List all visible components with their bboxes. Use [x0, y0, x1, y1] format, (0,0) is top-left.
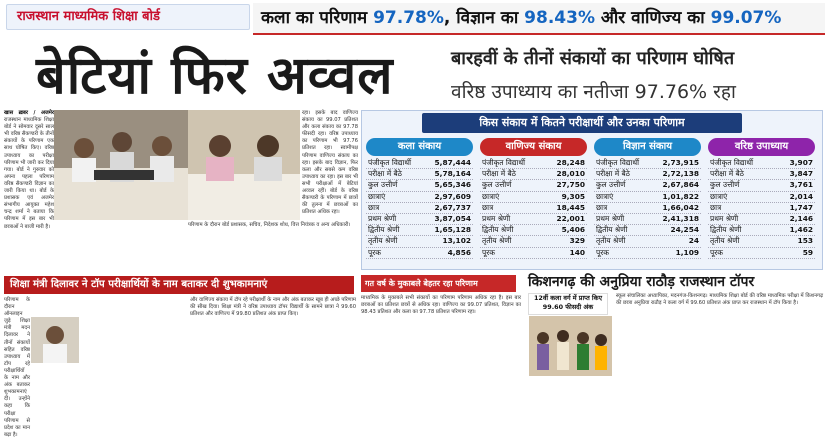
stream-row [708, 203, 815, 214]
stream-header: कला संकाय [366, 138, 473, 156]
stream-row-label: पूरक [596, 247, 609, 257]
banner-sep1: , विज्ञान का [443, 8, 519, 28]
stream-row-value: 5,87,444 [434, 158, 471, 167]
subheadline-2: वरिष्ठ उपाध्याय का नतीजा 97.76% रहा [451, 81, 736, 103]
stream-row-label: पंजीकृत विद्यार्थी [482, 158, 526, 167]
better-result-body [361, 295, 521, 413]
stream-row [594, 225, 701, 236]
banner-commerce-pct: 99.07% [710, 8, 782, 28]
topper-family-photo [529, 316, 612, 376]
dateline: खास ख़बर / अजमेर [4, 110, 54, 116]
stream-row-label: द्वितीय श्रेणी [710, 225, 742, 235]
stream-row-value: 1,747 [789, 202, 813, 212]
stream-row [366, 225, 473, 236]
stream-row [594, 192, 701, 203]
stream-row-value: 1,462 [789, 225, 813, 235]
stream-header: विज्ञान संकाय [594, 138, 701, 156]
stream-row-value: 140 [569, 247, 585, 257]
stream-row-label: परीक्षा में बैठे [710, 169, 744, 179]
stream-row-value: 2,014 [789, 191, 813, 201]
stream-row-label: छात्राएं [368, 191, 386, 201]
stream-row-value: 1,01,822 [662, 191, 699, 201]
stream-row-value: 5,65,346 [434, 180, 471, 190]
stream-row-value: 24 [688, 236, 699, 246]
results-table-panel [361, 110, 823, 270]
stream-row-value: 24,254 [670, 225, 699, 235]
stream-row-value: 3,847 [789, 169, 813, 179]
banner-science-pct: 98.43% [524, 8, 595, 28]
stream-row-label: छात्राएं [596, 191, 614, 201]
caption-text: परिणाम के दौरान बोर्ड प्रशासक, सचिव, निदेशक शोध, वित्त नियंत्रक व अन्य अधिकारी। [188, 222, 351, 228]
banner-arts-label: कला का परिणाम [261, 8, 368, 28]
stream-row [708, 169, 815, 180]
topper-story-text: स्कूल संचालिका अध्यापिका, मदनगंज-किशनगढ़। माध्यमिक शिक्षा बोर्ड की वरिष्ठ माध्यमिक परीक्षा में किशनगढ़ की छात्रा अनुप्रिया राठौड़ ने कला वर्ग में 99.60 प्रतिशत अंक प्राप्त कर राजस्थान में टॉप किया है। [616, 293, 823, 307]
stream-row-label: छात्र [482, 202, 494, 212]
stream-row [480, 169, 587, 180]
stream-row [480, 158, 587, 169]
stream-row-label: कुल उत्तीर्ण [482, 180, 512, 190]
stream-row-value: 4,856 [447, 247, 471, 257]
stream-row-label: पंजीकृत विद्यार्थी [368, 158, 412, 167]
main-story-col1 [4, 110, 54, 270]
stream-row [366, 169, 473, 180]
minister-story-headline: शिक्षा मंत्री दिलावर ने टॉप परीक्षार्थियों के नाम बताकर दी शुभकामनाएं [4, 276, 354, 294]
stream-row-value: 18,445 [556, 202, 585, 212]
press-conference-photo [54, 110, 188, 220]
stream-row [708, 180, 815, 191]
stream-row-label: कुल उत्तीर्ण [596, 180, 626, 190]
banner-arts-pct: 97.78% [373, 8, 444, 28]
minister-photo-illustration [31, 317, 79, 363]
stream-row-label: परीक्षा में बैठे [596, 169, 630, 179]
stream-row [594, 236, 701, 247]
stream-header: वरिष्ठ उपाध्याय [708, 138, 815, 156]
stream-row-label: तृतीय श्रेणी [482, 236, 512, 246]
stream-row-label: तृतीय श्रेणी [596, 236, 626, 246]
stream-row-label: परीक्षा में बैठे [368, 169, 402, 179]
stream-row-value: 1,65,128 [434, 225, 471, 235]
stream-column [480, 138, 587, 259]
stream-row [480, 203, 587, 214]
better-result-text: माध्यमिक के मुकाबले सभी संकायों का परिणाम परिणाम अधिक रहा है। इस बार छात्राओं का प्रतिशत छात्रों से अधिक रहा। वाणिज्य का 99.07 प्रतिशत, विज्ञान का 98.43 प्रतिशत और कला का 97.78 प्रतिशत परिणाम रहा। [361, 295, 521, 316]
stream-row [594, 158, 701, 169]
subheadline-1: बारहवीं के तीनों संकायों का परिणाम घोषित [451, 48, 735, 69]
minister-story-body: परिणाम के दौरान ऑनलाइन जुड़े शिक्षा मंत्री मदन दिलावर ने तीनों संकायों सहित वरिष्ठ उपाध्याय में टॉप रहे परीक्षार्थियों के नाम और अंक बताकर शुभकामनाएं दीं। उन्होंने कहा कि परीक्षा परिणाम से प्रदेश का मान बढ़ा है। [4, 297, 30, 438]
stream-row-label: प्रथम श्रेणी [368, 214, 397, 224]
stream-header: वाणिज्य संकाय [480, 138, 587, 156]
stream-row-value: 2,41,318 [662, 214, 699, 224]
stream-row-value: 1,66,042 [662, 202, 699, 212]
stream-row-value: 28,010 [556, 169, 585, 179]
stream-row [480, 214, 587, 225]
stream-row [708, 225, 815, 236]
main-story-body-2: रहा। इसके बाद वाणिज्य संकाय का 99.07 प्रतिशत और कला संकाय का 97.78 फीसदी रहा। वरिष्ठ उपाध्याय का परिणाम भी 97.76 प्रतिशत रहा। स्वामीपक्ष परिणाम वाणिज्य संकाय का रहा। इसके बाद विज्ञान, फिर कला और सबसे कम वरिष्ठ उपाध्याय का रहा। इस बार भी सभी परीक्षाओं में बेटियां अव्वल रहीं। बोर्ड के वरिष्ठ सैकण्डरी के परिणाम में छात्रों की तुलना में छात्राओं का प्रतिशत अधिक रहा। [302, 110, 358, 216]
stream-row-value: 2,72,138 [662, 169, 699, 179]
stream-row [480, 248, 587, 259]
results-table-title: किस संकाय में कितने परीक्षार्थी और उनका परिणाम [422, 113, 742, 133]
stream-row [594, 203, 701, 214]
stream-row [480, 225, 587, 236]
stream-row-value: 9,305 [561, 191, 585, 201]
stream-row [480, 180, 587, 191]
stream-row-value: 2,67,864 [662, 180, 699, 190]
stream-row-label: तृतीय श्रेणी [710, 236, 740, 246]
stream-row-label: छात्र [368, 202, 380, 212]
stream-row-value: 2,146 [789, 214, 813, 224]
stream-row-label: छात्र [710, 202, 722, 212]
stream-row-value: 153 [797, 236, 813, 246]
stream-column [366, 138, 473, 259]
stream-row [708, 236, 815, 247]
stream-row-value: 1,109 [675, 247, 699, 257]
main-headline: बेटियां फिर अव्वल [36, 45, 394, 106]
stream-row-label: प्रथम श्रेणी [482, 214, 511, 224]
banner-sep2: और वाणिज्य का [600, 8, 705, 28]
stream-row [480, 192, 587, 203]
stream-row [708, 248, 815, 259]
result-banner [253, 3, 825, 35]
stream-row [594, 248, 701, 259]
stream-row-value: 5,406 [561, 225, 585, 235]
stream-row-label: पूरक [482, 247, 495, 257]
stream-row [594, 214, 701, 225]
minister-story-col2 [190, 297, 356, 413]
minister-photo [31, 317, 79, 363]
stream-row-label: परीक्षा में बैठे [482, 169, 516, 179]
stream-row-label: पूरक [710, 247, 723, 257]
main-story-col2 [302, 110, 358, 216]
main-story-body-1: राजस्थान माध्यमिक शिक्षा बोर्ड ने सोमवार दूसरे साल भी वरिष्ठ सैकण्डरी के तीनों संकायों के परिणाम एक साथ घोषित किए। वरिष्ठ उपाध्याय का परीक्षा परिणाम भी जारी कर दिया गया। बोर्ड ने गुरुवार को अपना पहला परिणाम वरिष्ठ सैकण्डरी विज्ञान का जारी किया था। बोर्ड के प्रशासक एवं अजमेर संभागीय आयुक्त महेश चन्द्र शर्मा ने बताया कि परिणाम में इस बार भी छात्राओं ने बाजी मारी है। [4, 117, 54, 230]
stream-row-value: 3,87,054 [434, 214, 471, 224]
board-name-tag: राजस्थान माध्यमिक शिक्षा बोर्ड [6, 4, 250, 30]
stream-row-label: छात्राएं [710, 191, 728, 201]
stream-row [480, 236, 587, 247]
stream-row-label: छात्राएं [482, 191, 500, 201]
stream-row [366, 180, 473, 191]
stream-column [708, 138, 815, 259]
stream-column [594, 138, 701, 259]
stream-row-value: 59 [802, 247, 813, 257]
stream-row-label: प्रथम श्रेणी [596, 214, 625, 224]
minister-story-col1 [4, 297, 30, 438]
stream-row-value: 2,73,915 [662, 158, 699, 167]
officials-photo-illustration [188, 110, 300, 220]
stream-row-label: पंजीकृत विद्यार्थी [710, 158, 754, 167]
stream-row [366, 248, 473, 259]
minister-story-body-2: और वाणिज्य संकाय में टॉप रहे परीक्षार्थी के नाम और अंक बताकर खूब ही अच्छे परिणाम की सीख दिया। शिक्षा मंत्री ने वरिष्ठ उपाध्याय टॉपर विद्यार्थी के सामने छात्रा ने 99.60 प्रतिशत और वाणिज्य में 99.80 प्रतिशत अंक प्राप्त किए। [190, 297, 356, 318]
stream-row-label: कुल उत्तीर्ण [710, 180, 740, 190]
stream-row [708, 214, 815, 225]
stream-row-label: प्रथम श्रेणी [710, 214, 739, 224]
stream-row-value: 13,102 [442, 236, 471, 246]
officials-photo [188, 110, 300, 220]
stream-row [594, 180, 701, 191]
stream-row-label: पंजीकृत विद्यार्थी [596, 158, 640, 167]
stream-row-value: 22,001 [556, 214, 585, 224]
stream-row-value: 5,78,164 [434, 169, 471, 179]
better-result-headline: गत वर्ष के मुकाबले बेहतर रहा परिणाम [361, 275, 516, 292]
stream-row-label: पूरक [368, 247, 381, 257]
stream-row-value: 3,907 [789, 158, 813, 167]
stream-row-label: छात्र [596, 202, 608, 212]
stream-row-value: 3,761 [789, 180, 813, 190]
stream-row-value: 329 [569, 236, 585, 246]
stream-row-value: 27,750 [556, 180, 585, 190]
stream-row-label: तृतीय श्रेणी [368, 236, 398, 246]
stream-row-label: द्वितीय श्रेणी [368, 225, 400, 235]
stream-row-label: द्वितीय श्रेणी [482, 225, 514, 235]
stream-row-value: 2,97,609 [434, 191, 471, 201]
stream-row-label: द्वितीय श्रेणी [596, 225, 628, 235]
stream-row-label: कुल उत्तीर्ण [368, 180, 398, 190]
stream-row [708, 192, 815, 203]
stream-row-value: 2,67,737 [434, 202, 471, 212]
stream-row [366, 236, 473, 247]
masthead [0, 0, 827, 40]
topper-story-body [616, 293, 823, 413]
stream-row [594, 169, 701, 180]
topper-family-photo-illustration [529, 316, 612, 376]
topper-quote: 12वीं कला वर्ग में प्राप्त किए 99.60 फीसदी अंक [528, 293, 608, 315]
stream-row [366, 192, 473, 203]
stream-row [366, 203, 473, 214]
stream-row-value: 28,248 [556, 158, 585, 167]
stream-row [366, 214, 473, 225]
press-photo-illustration [54, 110, 188, 220]
topper-headline: किशनगढ़ की अनुप्रिया राठौड़ राजस्थान टॉपर [528, 274, 755, 290]
main-photo-caption [188, 222, 356, 270]
stream-row [366, 158, 473, 169]
stream-row [708, 158, 815, 169]
